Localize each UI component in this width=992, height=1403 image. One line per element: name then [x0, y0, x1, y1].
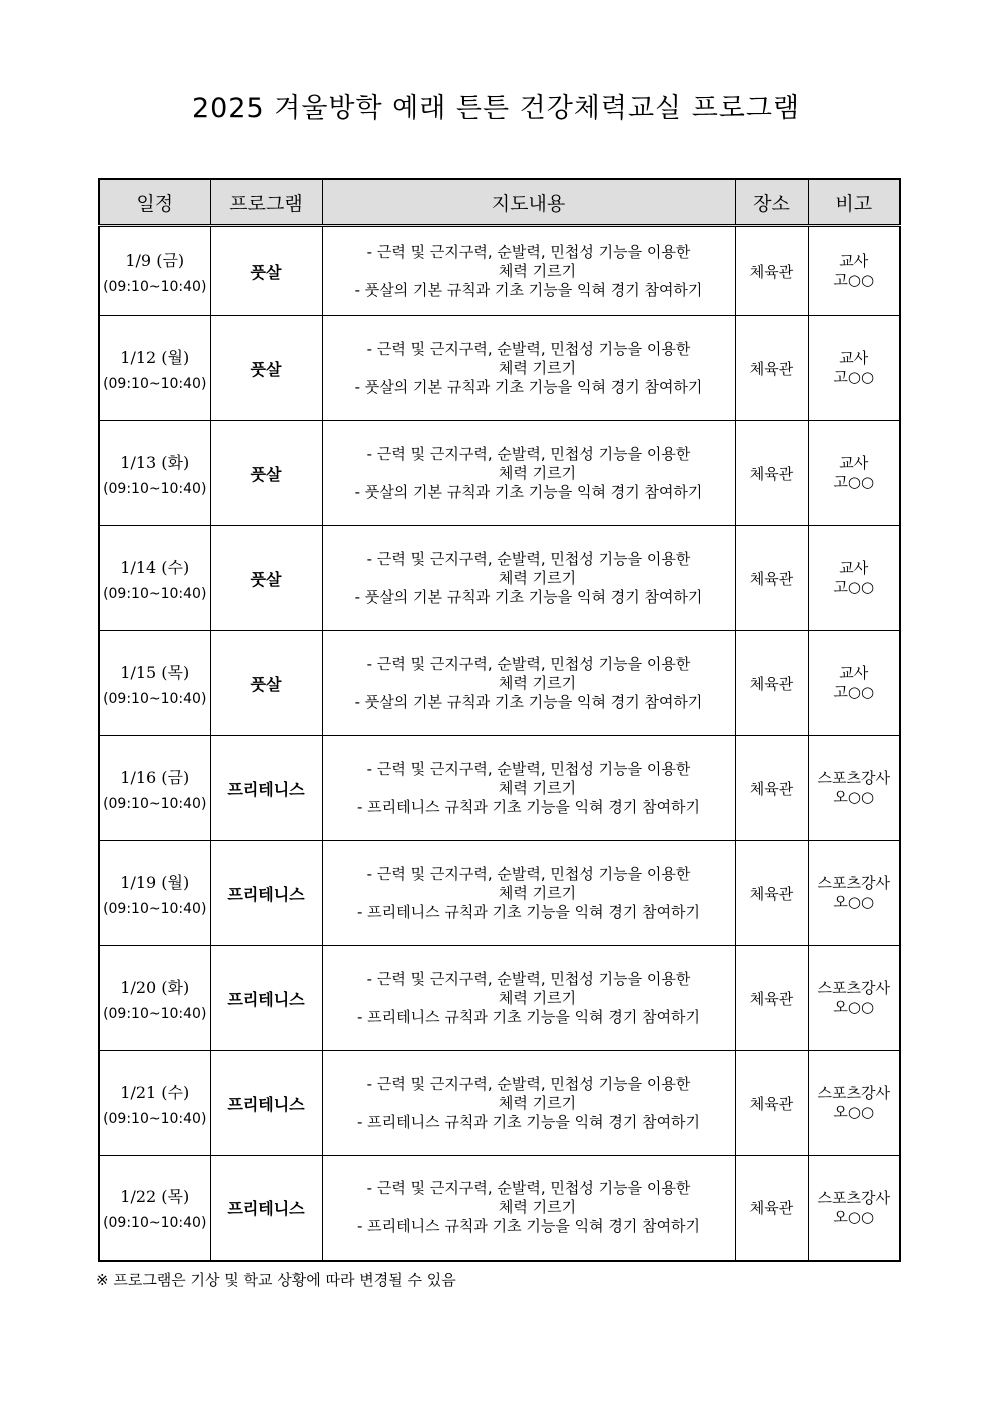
place-cell: 체육관 [735, 1051, 808, 1156]
program-cell: 프리테니스 [210, 841, 322, 946]
header-note: 비고 [808, 179, 900, 226]
time-label: (09:10~10:40) [103, 690, 207, 707]
note-cell [808, 631, 900, 736]
header-date: 일정 [99, 179, 210, 226]
program-cell: 풋살 [210, 226, 322, 316]
note-cell [808, 946, 900, 1051]
content-line: 체력 기르기 [498, 568, 577, 587]
content-line: - 풋살의 기본 규칙과 기초 기능을 익혀 경기 참여하기 [354, 482, 703, 501]
place-cell: 체육관 [735, 736, 808, 841]
program-cell: 프리테니스 [210, 1051, 322, 1156]
content-cell [322, 631, 735, 736]
content-line: - 근력 및 근지구력, 순발력, 민첩성 기능을 이용한 [366, 864, 691, 883]
table-row [99, 316, 900, 421]
content-line: - 프리테니스 규칙과 기초 기능을 익혀 경기 참여하기 [356, 1217, 701, 1236]
note-role: 교사 [839, 559, 869, 577]
time-label: (09:10~10:40) [103, 1005, 207, 1022]
program-cell: 프리테니스 [210, 946, 322, 1051]
content-line: - 근력 및 근지구력, 순발력, 민첩성 기능을 이용한 [366, 759, 691, 778]
time-label: (09:10~10:40) [103, 585, 207, 602]
date-cell [99, 946, 210, 1051]
note-role: 교사 [839, 454, 869, 472]
time-label: (09:10~10:40) [103, 1215, 207, 1232]
content-line: 체력 기르기 [498, 1093, 577, 1112]
note-role: 교사 [839, 349, 869, 367]
time-label: (09:10~10:40) [103, 1110, 207, 1127]
content-cell [322, 421, 735, 526]
table-row [99, 1156, 900, 1261]
table-row [99, 526, 900, 631]
place-cell: 체육관 [735, 841, 808, 946]
note-name: 오○○ [833, 1207, 875, 1226]
content-line: - 근력 및 근지구력, 순발력, 민첩성 기능을 이용한 [366, 242, 691, 261]
content-line: 체력 기르기 [498, 673, 577, 692]
program-cell: 프리테니스 [210, 1156, 322, 1261]
content-line: - 풋살의 기본 규칙과 기초 기능을 익혀 경기 참여하기 [354, 692, 703, 711]
content-line: 체력 기르기 [498, 358, 577, 377]
date-label: 1/19 (월) [120, 872, 190, 892]
program-cell: 풋살 [210, 526, 322, 631]
note-role: 스포츠강사 [817, 1188, 890, 1207]
place-cell: 체육관 [735, 526, 808, 631]
schedule-table [98, 178, 901, 1262]
date-cell [99, 526, 210, 631]
date-label: 1/15 (목) [120, 662, 190, 682]
content-line: 체력 기르기 [498, 883, 577, 902]
content-cell [322, 946, 735, 1051]
content-line: - 근력 및 근지구력, 순발력, 민첩성 기능을 이용한 [366, 1179, 691, 1198]
note-cell [808, 226, 900, 316]
note-name: 고○○ [833, 271, 875, 289]
content-line: - 근력 및 근지구력, 순발력, 민첩성 기능을 이용한 [366, 1074, 691, 1093]
note-role: 교사 [839, 664, 869, 682]
note-role: 교사 [839, 252, 869, 270]
note-name: 오○○ [833, 893, 875, 911]
date-cell [99, 1051, 210, 1156]
content-cell [322, 316, 735, 421]
time-label: (09:10~10:40) [103, 480, 207, 497]
time-label: (09:10~10:40) [103, 900, 207, 917]
program-cell: 풋살 [210, 631, 322, 736]
content-line: - 프리테니스 규칙과 기초 기능을 익혀 경기 참여하기 [356, 797, 701, 816]
content-line: 체력 기르기 [498, 778, 577, 797]
page-title: 2025 겨울방학 예래 튼튼 건강체력교실 프로그램 [191, 93, 801, 124]
note-cell [808, 841, 900, 946]
header-program: 프로그램 [210, 179, 322, 226]
note-role: 스포츠강사 [817, 1084, 890, 1102]
note-name: 고○○ [833, 368, 875, 386]
content-cell [322, 526, 735, 631]
content-line: 체력 기르기 [498, 463, 577, 482]
content-cell [322, 736, 735, 841]
content-cell [322, 1051, 735, 1156]
note-role: 스포츠강사 [817, 979, 890, 997]
content-cell [322, 841, 735, 946]
date-label: 1/22 (목) [120, 1187, 190, 1207]
note-name: 오○○ [833, 998, 875, 1016]
note-name: 고○○ [833, 578, 875, 596]
header-content: 지도내용 [322, 179, 735, 226]
content-cell [322, 226, 735, 316]
header-place: 장소 [735, 179, 808, 226]
content-line: - 근력 및 근지구력, 순발력, 민첩성 기능을 이용한 [366, 339, 691, 358]
content-line: - 프리테니스 규칙과 기초 기능을 익혀 경기 참여하기 [356, 1007, 701, 1026]
date-label: 1/14 (수) [120, 557, 190, 577]
note-name: 고○○ [833, 473, 875, 491]
content-line: - 풋살의 기본 규칙과 기초 기능을 익혀 경기 참여하기 [354, 587, 703, 606]
note-cell [808, 316, 900, 421]
content-line: - 근력 및 근지구력, 순발력, 민첩성 기능을 이용한 [366, 969, 691, 988]
content-line: - 근력 및 근지구력, 순발력, 민첩성 기능을 이용한 [366, 654, 691, 673]
date-label: 1/13 (화) [120, 452, 190, 472]
note-name: 오○○ [833, 788, 875, 806]
content-line: - 프리테니스 규칙과 기초 기능을 익혀 경기 참여하기 [356, 902, 701, 921]
content-line: - 풋살의 기본 규칙과 기초 기능을 익혀 경기 참여하기 [354, 377, 703, 396]
date-cell [99, 226, 210, 316]
content-line: - 프리테니스 규칙과 기초 기능을 익혀 경기 참여하기 [356, 1112, 701, 1131]
content-line: - 근력 및 근지구력, 순발력, 민첩성 기능을 이용한 [366, 549, 691, 568]
time-label: (09:10~10:40) [103, 795, 207, 812]
table-row [99, 841, 900, 946]
place-cell: 체육관 [735, 226, 808, 316]
footnote: ※ 프로그램은 기상 및 학교 상황에 따라 변경될 수 있음 [96, 1271, 456, 1289]
note-cell [808, 736, 900, 841]
program-cell: 풋살 [210, 316, 322, 421]
place-cell: 체육관 [735, 631, 808, 736]
content-line: - 풋살의 기본 규칙과 기초 기능을 익혀 경기 참여하기 [354, 280, 703, 299]
note-cell [808, 421, 900, 526]
date-label: 1/9 (금) [125, 250, 185, 270]
date-cell [99, 316, 210, 421]
time-label: (09:10~10:40) [103, 278, 207, 295]
date-label: 1/16 (금) [120, 767, 190, 787]
content-line: 체력 기르기 [498, 1198, 577, 1217]
header-row [99, 179, 900, 226]
place-cell: 체육관 [735, 946, 808, 1051]
table-row [99, 421, 900, 526]
table-row [99, 226, 900, 316]
content-cell [322, 1156, 735, 1261]
time-label: (09:10~10:40) [103, 375, 207, 392]
place-cell: 체육관 [735, 1156, 808, 1261]
note-role: 스포츠강사 [817, 769, 890, 787]
note-name: 오○○ [833, 1103, 875, 1121]
date-cell [99, 631, 210, 736]
date-label: 1/20 (화) [120, 977, 190, 997]
date-cell [99, 1156, 210, 1261]
content-line: 체력 기르기 [498, 261, 577, 280]
date-cell [99, 736, 210, 841]
note-name: 고○○ [833, 683, 875, 701]
place-cell: 체육관 [735, 316, 808, 421]
note-role: 스포츠강사 [817, 874, 890, 892]
date-cell [99, 421, 210, 526]
date-cell [99, 841, 210, 946]
table-row [99, 1051, 900, 1156]
date-label: 1/21 (수) [120, 1082, 190, 1102]
date-label: 1/12 (월) [120, 347, 190, 367]
note-cell [808, 1156, 900, 1261]
table-row [99, 631, 900, 736]
program-cell: 프리테니스 [210, 736, 322, 841]
content-line: - 근력 및 근지구력, 순발력, 민첩성 기능을 이용한 [366, 444, 691, 463]
content-line: 체력 기르기 [498, 988, 577, 1007]
table-row [99, 736, 900, 841]
note-cell [808, 526, 900, 631]
table-row [99, 946, 900, 1051]
program-cell: 풋살 [210, 421, 322, 526]
place-cell: 체육관 [735, 421, 808, 526]
note-cell [808, 1051, 900, 1156]
